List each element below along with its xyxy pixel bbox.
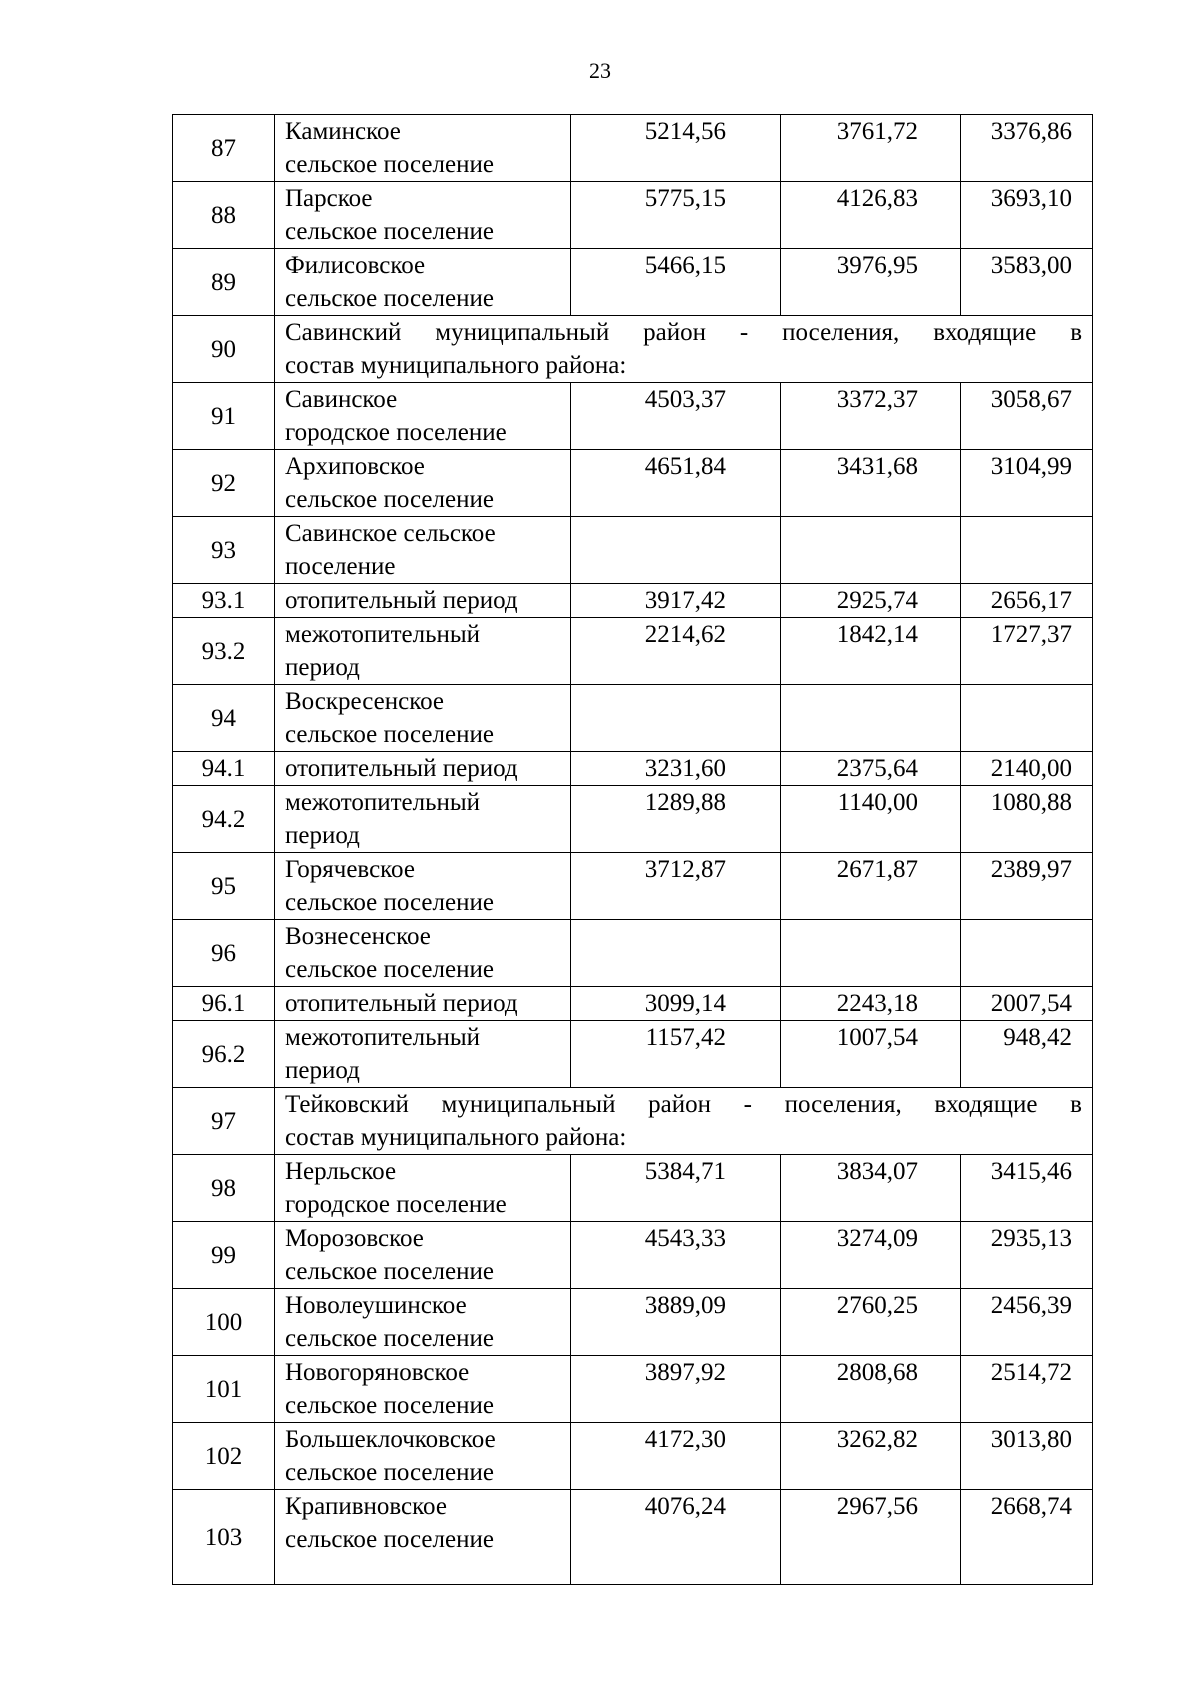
value-v3	[961, 685, 1093, 752]
value-v2: 1842,14	[781, 618, 961, 685]
table-row	[173, 1356, 1093, 1423]
table-row	[173, 786, 1093, 853]
settlement-name-line1: Савинское сельское	[285, 520, 496, 547]
value-v3: 1727,37	[961, 618, 1093, 685]
settlement-name	[275, 920, 571, 987]
row-number: 93.1	[173, 584, 275, 618]
value-v3: 2514,72	[961, 1356, 1093, 1423]
settlement-name	[275, 1490, 571, 1585]
settlement-name	[275, 752, 571, 786]
table-row	[173, 1289, 1093, 1356]
row-number: 92	[173, 450, 275, 517]
value-v1	[571, 685, 781, 752]
table-row	[173, 685, 1093, 752]
value-v1: 4543,33	[571, 1222, 781, 1289]
row-number: 101	[173, 1356, 275, 1423]
settlement-name-line2: городское поселение	[285, 1191, 507, 1218]
settlement-name-line2: сельское поселение	[285, 1392, 494, 1419]
settlement-name-line2: городское поселение	[285, 419, 507, 446]
settlement-name-line2: сельское поселение	[285, 721, 494, 748]
value-v2: 3262,82	[781, 1423, 961, 1490]
settlement-name	[275, 1155, 571, 1222]
settlement-name-line1: Парское	[285, 185, 373, 212]
value-v1	[571, 920, 781, 987]
value-v2: 3834,07	[781, 1155, 961, 1222]
table-row	[173, 1088, 1093, 1155]
tariff-table	[172, 114, 1093, 1585]
settlement-name	[275, 517, 571, 584]
row-number: 87	[173, 115, 275, 182]
table-row	[173, 1021, 1093, 1088]
settlement-name	[275, 182, 571, 249]
settlement-name	[275, 1021, 571, 1088]
row-number: 91	[173, 383, 275, 450]
value-v3: 2668,74	[961, 1490, 1093, 1585]
value-v3: 1080,88	[961, 786, 1093, 853]
settlement-name-line2: период	[285, 822, 360, 849]
value-v2: 2760,25	[781, 1289, 961, 1356]
table-row	[173, 316, 1093, 383]
settlement-name-line1: Горячевское	[285, 856, 415, 883]
table-row	[173, 1423, 1093, 1490]
settlement-name-line2: сельское поселение	[285, 486, 494, 513]
value-v3: 3013,80	[961, 1423, 1093, 1490]
settlement-name	[275, 584, 571, 618]
value-v2: 2967,56	[781, 1490, 961, 1585]
value-v2: 2808,68	[781, 1356, 961, 1423]
value-v3	[961, 920, 1093, 987]
value-v1: 3231,60	[571, 752, 781, 786]
row-number: 98	[173, 1155, 275, 1222]
table-row	[173, 115, 1093, 182]
value-v2	[781, 685, 961, 752]
value-v1: 4172,30	[571, 1423, 781, 1490]
row-number: 103	[173, 1490, 275, 1585]
district-heading	[275, 1088, 1093, 1155]
settlement-name-line2: период	[285, 1057, 360, 1084]
value-v1: 3712,87	[571, 853, 781, 920]
table-row	[173, 517, 1093, 584]
table-row	[173, 853, 1093, 920]
settlement-name-line1: Новолеушинское	[285, 1292, 467, 1319]
settlement-name-line2: сельское поселение	[285, 1526, 494, 1553]
settlement-name-line2: сельское поселение	[285, 956, 494, 983]
settlement-name-line1: Воскресенское	[285, 688, 445, 715]
value-v3: 2456,39	[961, 1289, 1093, 1356]
value-v2	[781, 517, 961, 584]
value-v2: 2925,74	[781, 584, 961, 618]
value-v1	[571, 517, 781, 584]
settlement-name	[275, 853, 571, 920]
settlement-name	[275, 249, 571, 316]
settlement-name	[275, 786, 571, 853]
settlement-name	[275, 383, 571, 450]
district-heading-line2: состав муниципального района:	[285, 352, 627, 379]
settlement-name	[275, 1222, 571, 1289]
value-v3: 2007,54	[961, 987, 1093, 1021]
value-v2: 3431,68	[781, 450, 961, 517]
settlement-name-line1: межотопительный	[285, 621, 481, 648]
value-v1: 4503,37	[571, 383, 781, 450]
settlement-name-line1: Нерльское	[285, 1158, 397, 1185]
value-v1: 5214,56	[571, 115, 781, 182]
value-v2: 4126,83	[781, 182, 961, 249]
value-v3: 2935,13	[961, 1222, 1093, 1289]
settlement-name-line1: межотопительный	[285, 1024, 481, 1051]
row-number: 99	[173, 1222, 275, 1289]
table-row	[173, 584, 1093, 618]
row-number: 96.1	[173, 987, 275, 1021]
settlement-name-line2: сельское поселение	[285, 285, 494, 312]
row-number: 94	[173, 685, 275, 752]
value-v1: 5466,15	[571, 249, 781, 316]
value-v3: 3583,00	[961, 249, 1093, 316]
row-number: 96.2	[173, 1021, 275, 1088]
value-v3	[961, 517, 1093, 584]
row-number: 89	[173, 249, 275, 316]
value-v3: 2140,00	[961, 752, 1093, 786]
value-v1: 4651,84	[571, 450, 781, 517]
settlement-name-line1: Большеклочковское	[285, 1426, 496, 1453]
value-v2: 2671,87	[781, 853, 961, 920]
value-v2: 2375,64	[781, 752, 961, 786]
value-v1: 3099,14	[571, 987, 781, 1021]
row-number: 90	[173, 316, 275, 383]
value-v3: 2656,17	[961, 584, 1093, 618]
settlement-name	[275, 450, 571, 517]
table-row	[173, 182, 1093, 249]
settlement-name-line2: сельское поселение	[285, 151, 494, 178]
row-number: 88	[173, 182, 275, 249]
value-v3: 3376,86	[961, 115, 1093, 182]
value-v2: 3761,72	[781, 115, 961, 182]
value-v3: 2389,97	[961, 853, 1093, 920]
value-v2	[781, 920, 961, 987]
table-row	[173, 1490, 1093, 1585]
value-v2: 3274,09	[781, 1222, 961, 1289]
value-v2: 3976,95	[781, 249, 961, 316]
value-v1: 5775,15	[571, 182, 781, 249]
district-heading-line2: состав муниципального района:	[285, 1124, 627, 1151]
row-number: 102	[173, 1423, 275, 1490]
value-v1: 4076,24	[571, 1490, 781, 1585]
table-row	[173, 752, 1093, 786]
district-heading-line1: Савинский муниципальный район - поселения, входящие в	[285, 319, 1082, 346]
settlement-name-line1: Новогоряновское	[285, 1359, 470, 1386]
district-heading	[275, 316, 1093, 383]
settlement-name-line1: отопительный период	[285, 755, 518, 782]
table-row	[173, 1155, 1093, 1222]
row-number: 94.2	[173, 786, 275, 853]
row-number: 93.2	[173, 618, 275, 685]
value-v2: 3372,37	[781, 383, 961, 450]
settlement-name-line1: Савинское	[285, 386, 398, 413]
settlement-name-line2: сельское поселение	[285, 1325, 494, 1352]
settlement-name	[275, 115, 571, 182]
settlement-name-line1: Архиповское	[285, 453, 425, 480]
row-number: 93	[173, 517, 275, 584]
value-v3: 3693,10	[961, 182, 1093, 249]
table-body	[173, 115, 1093, 1585]
settlement-name-line1: межотопительный	[285, 789, 481, 816]
table-row	[173, 1222, 1093, 1289]
value-v2: 1007,54	[781, 1021, 961, 1088]
value-v3: 3415,46	[961, 1155, 1093, 1222]
settlement-name	[275, 618, 571, 685]
settlement-name-line2: сельское поселение	[285, 1459, 494, 1486]
value-v1: 5384,71	[571, 1155, 781, 1222]
settlement-name-line2: сельское поселение	[285, 218, 494, 245]
row-number: 97	[173, 1088, 275, 1155]
settlement-name	[275, 685, 571, 752]
table-row	[173, 920, 1093, 987]
settlement-name-line1: отопительный период	[285, 990, 518, 1017]
table-row	[173, 987, 1093, 1021]
table-row	[173, 383, 1093, 450]
settlement-name-line1: Каминское	[285, 118, 401, 145]
settlement-name	[275, 1423, 571, 1490]
row-number: 95	[173, 853, 275, 920]
row-number: 100	[173, 1289, 275, 1356]
value-v1: 2214,62	[571, 618, 781, 685]
value-v2: 2243,18	[781, 987, 961, 1021]
value-v1: 3897,92	[571, 1356, 781, 1423]
value-v3: 3058,67	[961, 383, 1093, 450]
value-v1: 1289,88	[571, 786, 781, 853]
value-v1: 1157,42	[571, 1021, 781, 1088]
settlement-name-line1: отопительный период	[285, 587, 518, 614]
value-v3: 3104,99	[961, 450, 1093, 517]
value-v3: 948,42	[961, 1021, 1093, 1088]
table-row	[173, 450, 1093, 517]
settlement-name-line1: Вознесенское	[285, 923, 431, 950]
value-v1: 3917,42	[571, 584, 781, 618]
row-number: 96	[173, 920, 275, 987]
table-row	[173, 249, 1093, 316]
settlement-name-line2: сельское поселение	[285, 1258, 494, 1285]
value-v2: 1140,00	[781, 786, 961, 853]
settlement-name-line1: Морозовское	[285, 1225, 424, 1252]
settlement-name-line1: Филисовское	[285, 252, 426, 279]
settlement-name	[275, 1356, 571, 1423]
district-heading-line1: Тейковский муниципальный район - поселения, входящие в	[285, 1091, 1082, 1118]
settlement-name-line1: Крапивновское	[285, 1493, 447, 1520]
settlement-name-line2: поселение	[285, 553, 396, 580]
settlement-name	[275, 987, 571, 1021]
value-v1: 3889,09	[571, 1289, 781, 1356]
row-number: 94.1	[173, 752, 275, 786]
settlement-name	[275, 1289, 571, 1356]
page-number: 23	[589, 58, 611, 83]
settlement-name-line2: период	[285, 654, 360, 681]
settlement-name-line2: сельское поселение	[285, 889, 494, 916]
table-row	[173, 618, 1093, 685]
